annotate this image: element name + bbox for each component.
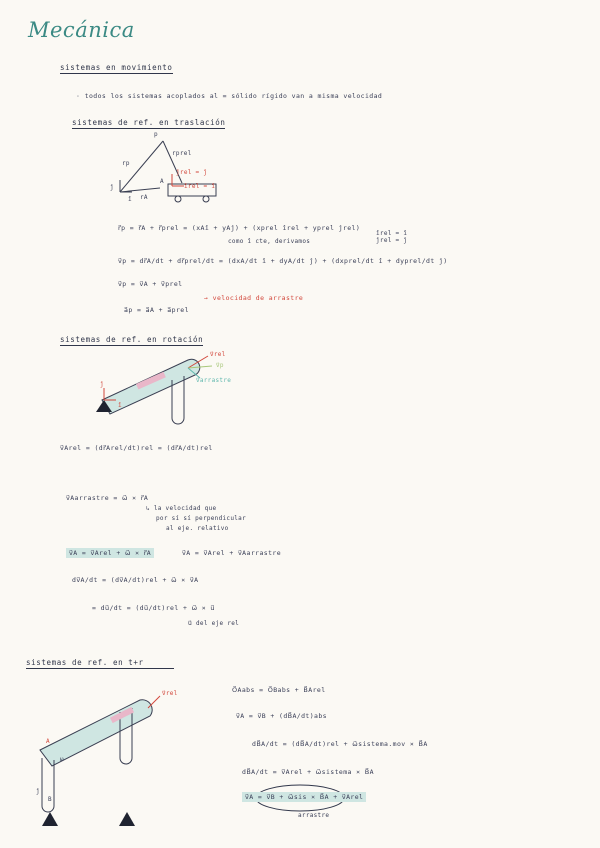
rot-eq1: v⃗Arel = (dr⃗Arel/dt)rel = (dr⃗A/dt)rel xyxy=(60,444,213,452)
rot-eq5: = du⃗/dt = (du⃗/dt)rel + ω⃗ × u⃗ xyxy=(92,604,215,612)
rot-eq3b: v⃗A = v⃗Arel + v⃗Aarrastre xyxy=(182,549,282,557)
label-varr-rot: v⃗arrastre xyxy=(196,377,232,384)
label-jrel: ĵrel = ĵ xyxy=(176,169,208,176)
tr-arm xyxy=(40,700,152,766)
tr-eq1: O⃗Aabs = O⃗Babs + B⃗Arel xyxy=(232,686,326,694)
ra-vector xyxy=(120,188,160,192)
rotation-diagram xyxy=(96,356,212,424)
label-b-tr: B xyxy=(48,796,52,803)
rot-eq4: dv⃗A/dt = (dv⃗A/dt)rel + ω⃗ × v⃗A xyxy=(72,576,199,584)
section-heading-rotacion: sistemas de ref. en rotación xyxy=(60,335,204,344)
section-heading-traslacion: sistemas de ref. en traslación xyxy=(72,118,226,127)
cart-wheel-left xyxy=(175,196,181,202)
label-j-rot: ĵ xyxy=(100,381,104,388)
tr-eq5b: v⃗B + ω⃗sis × B⃗A xyxy=(266,793,329,801)
label-i-rot: î xyxy=(118,402,122,409)
tr-eq5 xyxy=(242,792,366,802)
tr-base-right xyxy=(119,812,135,826)
label-ra: rA xyxy=(140,194,148,201)
rotating-arm xyxy=(102,359,200,414)
tr-diagram xyxy=(40,696,160,826)
tr-eq5c: + v⃗Arel xyxy=(328,793,364,801)
label-j: ĵ xyxy=(110,184,114,191)
rot-eq2-note1: ↳ la velocidad que xyxy=(146,505,217,512)
tr-eq4: dB⃗A/dt = v⃗Arel + ω⃗sistema × B⃗A xyxy=(242,768,374,776)
label-w-tr: ω xyxy=(60,756,64,763)
trasl-eq1: r⃗p = r⃗A + r⃗prel = (xAî + yAĵ) + (xprel îrel + yprel ĵrel) xyxy=(118,224,361,232)
bullet-note: · todos los sistemas acoplados al = sólido rígido van a misma velocidad xyxy=(76,92,383,100)
tr-eq5a: v⃗A = xyxy=(245,793,267,801)
trasl-arrastre-note: → velocidad de arrastre xyxy=(204,294,304,302)
trasl-eq3: v⃗p = v⃗A + v⃗prel xyxy=(118,280,183,288)
section-heading-movimiento: sistemas en movimiento xyxy=(60,63,173,72)
label-vp-rot: v⃗p xyxy=(216,362,224,369)
cart-wheel-right xyxy=(203,196,209,202)
tr-base-left xyxy=(42,812,58,826)
tr-eq5-note: arrastre xyxy=(298,812,330,819)
rot-eq5-note: u⃗ del eje rel xyxy=(188,620,240,627)
trasl-eq4: a⃗p = a⃗A + a⃗prel xyxy=(124,306,189,314)
label-vrel-rot: v⃗rel xyxy=(210,351,226,358)
rot-eq2-note2: por sí sí perpendicular xyxy=(156,515,246,522)
label-rprel: rprel xyxy=(172,150,192,157)
label-j-tr: ĵ xyxy=(36,788,40,795)
label-vrel-tr: v⃗rel xyxy=(162,690,178,697)
tr-eq3: dB⃗A/dt = (dB⃗A/dt)rel + ω⃗sistema.mov × B⃗A xyxy=(252,740,428,748)
label-irel: îrel = î xyxy=(184,183,216,190)
rot-eq2: v⃗Aarrastre = ω⃗ × r⃗A xyxy=(66,494,149,502)
label-rp: rp xyxy=(122,160,130,167)
label-a: A xyxy=(160,178,164,185)
trasl-brace-note: como î cte, derivamos xyxy=(228,238,311,245)
section-heading-tr: sistemas de ref. en t+r xyxy=(26,658,174,669)
rot-eq2-note3: al eje. relativo xyxy=(166,525,229,532)
label-a-tr: A xyxy=(46,738,50,745)
label-p: p xyxy=(154,131,158,138)
page-title: Mecánica xyxy=(28,18,135,42)
rot-eq3a: v⃗A = v⃗Arel + ω⃗ × r⃗A xyxy=(66,548,154,558)
trasl-eq2: v⃗p = dr⃗A/dt + dr⃗prel/dt = (dxA/dt î + dyA/dt ĵ) + (dxprel/dt î + dyprel/dt ĵ) xyxy=(118,257,448,265)
tr-vrel-arrow xyxy=(148,696,160,708)
trasl-rel-note: îrel = î ĵrel = ĵ xyxy=(376,230,408,244)
tr-eq2: v⃗A = v⃗B + (dB⃗A/dt)abs xyxy=(236,712,327,720)
label-i: î xyxy=(128,196,132,203)
